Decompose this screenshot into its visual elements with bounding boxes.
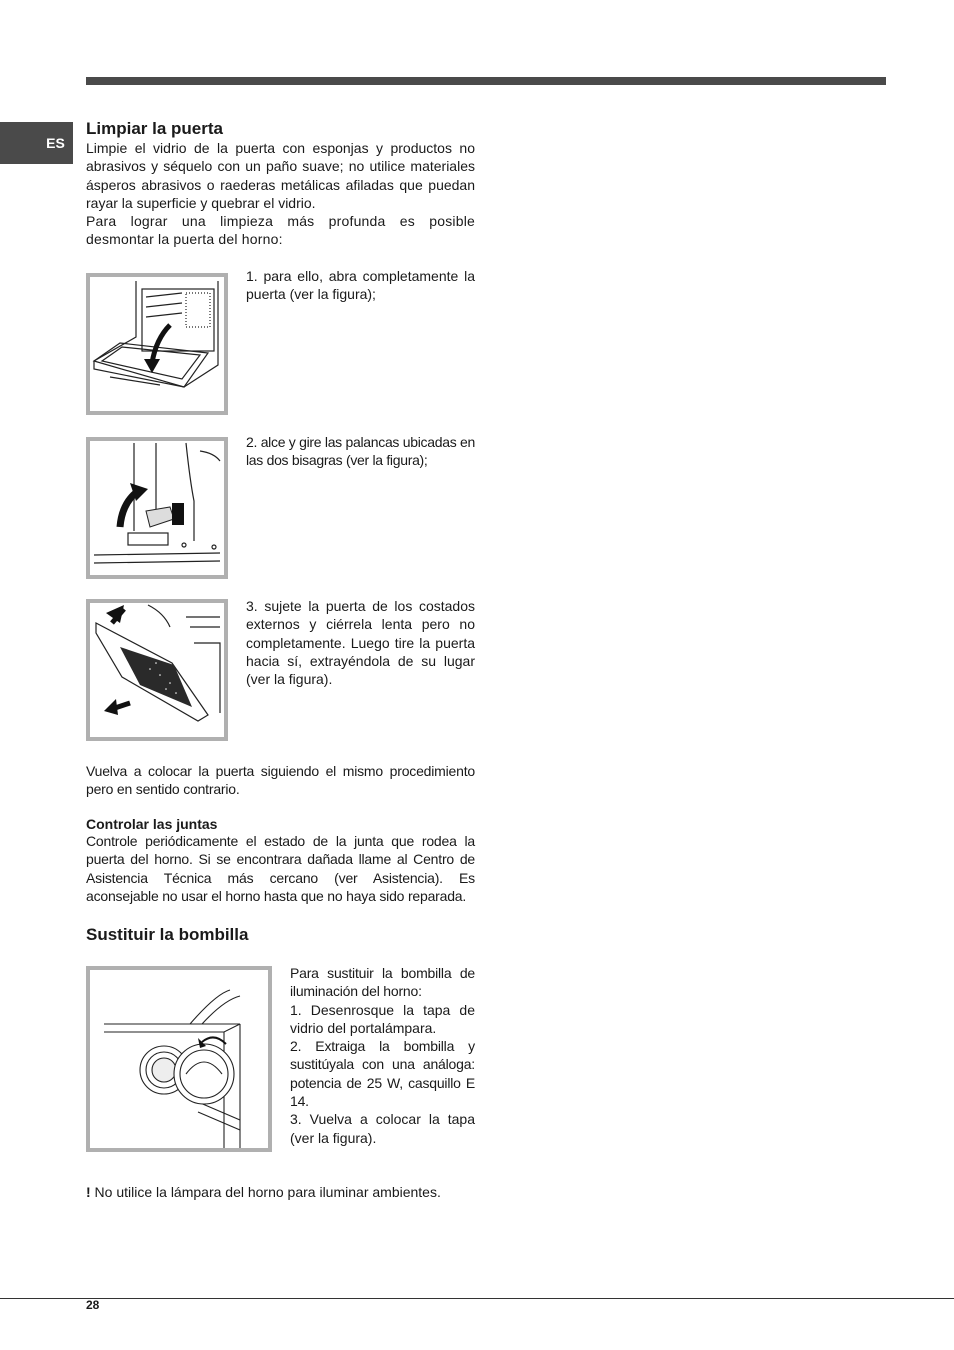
step-3 [246, 597, 475, 688]
section-door-cleaning [86, 119, 475, 249]
section-bulb-title [86, 925, 475, 945]
oven-open-door-illustration [90, 277, 224, 411]
warning-note [86, 1183, 506, 1201]
section-title: Limpiar la puerta [86, 119, 223, 138]
bulb-replacement-illustration [90, 970, 268, 1148]
figure-hinge-lever [86, 437, 228, 579]
warning-text: No utilice la lámpara del horno para iluminar ambientes. [90, 1184, 441, 1200]
language-tab: ES [0, 122, 73, 164]
page-number: 28 [86, 1298, 100, 1312]
step-1-text: 1. para ello, abra completamente la puerta (ver la figura); [246, 268, 475, 303]
footer-divider [0, 1298, 954, 1299]
warning-mark: ! [86, 1184, 91, 1200]
section-title-bulb: Sustituir la bombilla [86, 925, 249, 944]
intro-paragraph-2: Para lograr una limpieza más profunda es posible desmontar la puerta del horno: [86, 213, 475, 248]
reinstall-text: Vuelva a colocar la puerta siguiendo el mismo procedimiento pero en sentido contrario. [86, 763, 475, 798]
bulb-step-2: 2. Extraiga la bombilla y sustitúyala con una análoga: potencia de 25 W, casquillo E 14. [290, 1038, 475, 1110]
step-3-text: 3. sujete la puerta de los costados externos y ciérrela lenta pero no completamente. Luego tire la puerta hacia sí, extrayéndola de su lugar (ver la figura). [246, 598, 475, 688]
door-removal-illustration [90, 603, 224, 737]
header-bar [86, 77, 886, 85]
bulb-step-1: 1. Desenrosque la tapa de vidrio del portalámpara. [290, 1001, 475, 1036]
figure-open-door [86, 273, 228, 415]
reinstall-note [86, 762, 475, 799]
bulb-intro: Para sustituir la bombilla de iluminación del horno: [290, 965, 475, 1000]
step-2-text: 2. alce y gire las palancas ubicadas en las dos bisagras (ver la figura); [246, 434, 475, 469]
step-1 [246, 267, 475, 304]
step-2 [246, 433, 475, 470]
bulb-step-3: 3. Vuelva a colocar la tapa (ver la figura). [290, 1111, 475, 1146]
figure-bulb [86, 966, 272, 1152]
subsection-title: Controlar las juntas [86, 816, 218, 832]
intro-paragraph: Limpie el vidrio de la puerta con esponjas y productos no abrasivos y séquelo con un paño suave; no utilice materiales ásperos abrasivos o raederas metálicas afiladas que puedan rayar la superficie y quebrar el vidrio. [86, 140, 475, 211]
hinge-lever-illustration [90, 441, 224, 575]
bulb-instructions [290, 964, 475, 1147]
seals-text: Controle periódicamente el estado de la junta que rodea la puerta del horno. Si se encontrara dañada llame al Centro de Asistencia Técnica más cercano (ver Asistencia). Es aconsejable no usar el horno hasta que no haya sido reparada. [86, 833, 475, 904]
figure-remove-door [86, 599, 228, 741]
section-seals [86, 816, 475, 905]
